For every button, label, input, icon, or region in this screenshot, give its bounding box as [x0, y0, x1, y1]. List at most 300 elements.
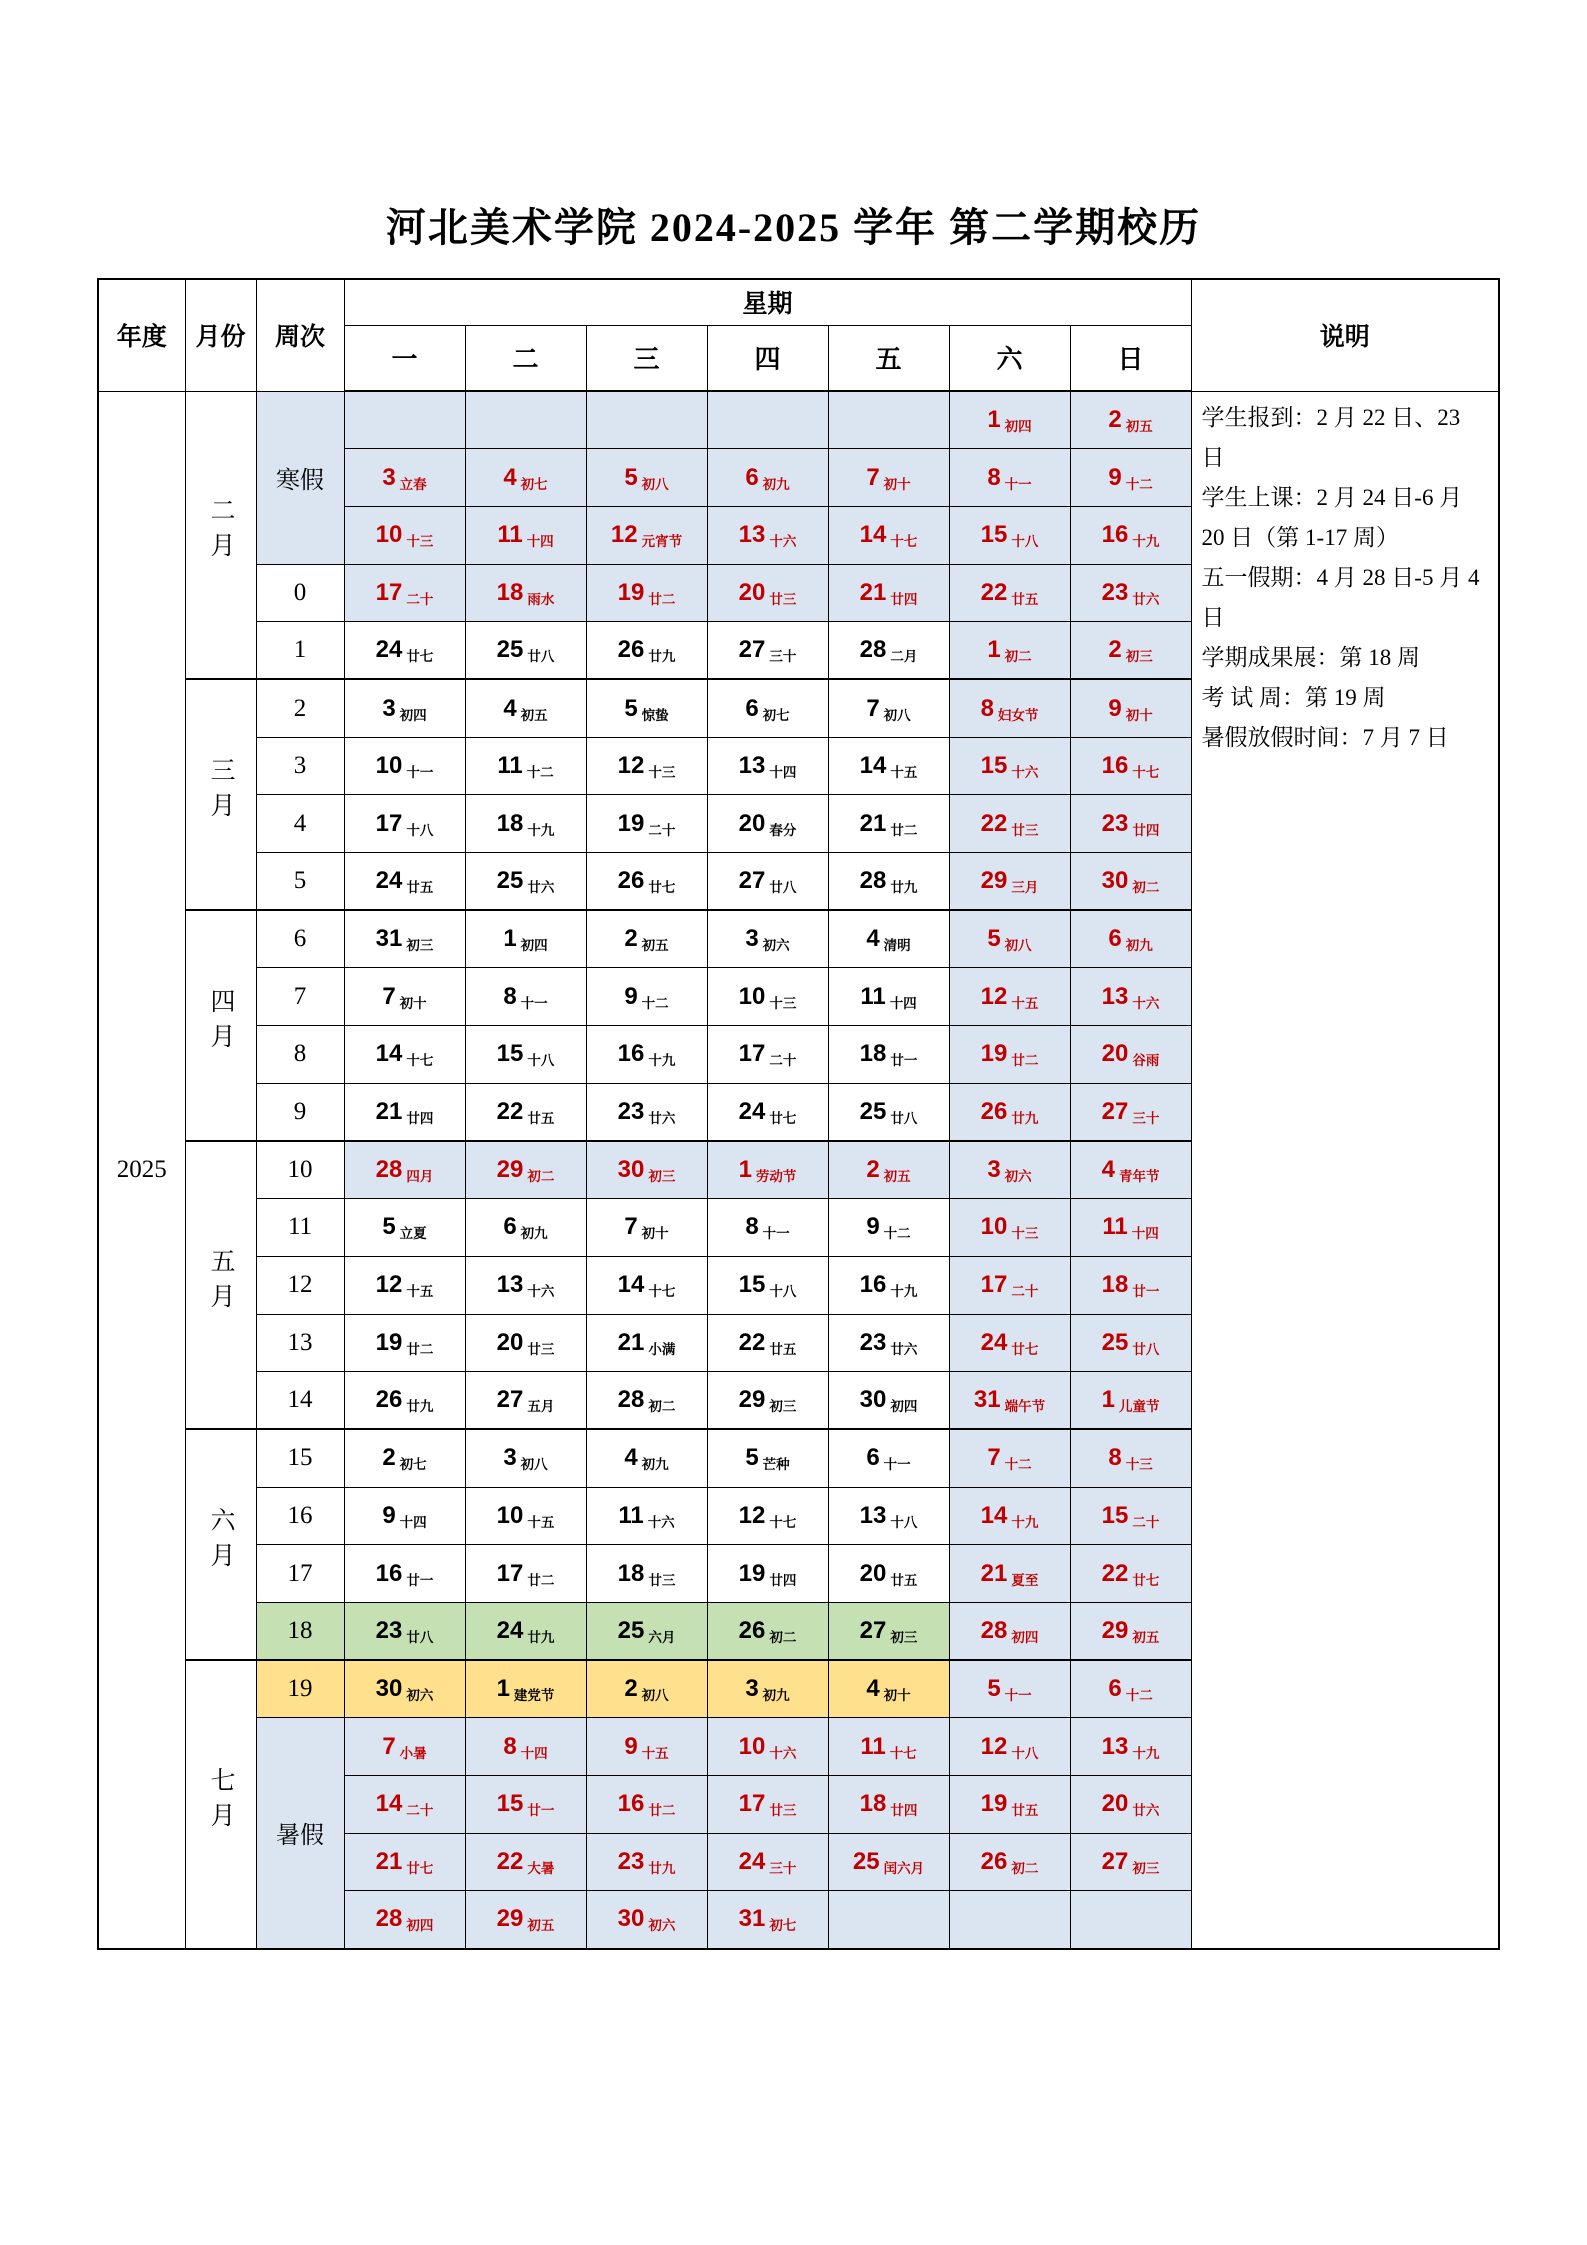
lunar-label: 廿七: [648, 880, 676, 896]
date-cell: [949, 449, 1070, 507]
date-number: 10: [738, 982, 766, 1010]
lunar-label: 廿一: [527, 1803, 555, 1819]
lunar-label: 初三: [648, 1169, 676, 1185]
date-number: 31: [973, 1386, 1001, 1414]
page-title: 河北美术学院 2024-2025 学年 第二学期校历: [385, 205, 1202, 250]
date-cell: [1070, 910, 1191, 968]
date-cell: [828, 449, 949, 507]
lunar-label: 十四: [399, 1514, 427, 1530]
date-number: 11: [618, 1501, 644, 1529]
lunar-label: 初十: [399, 995, 427, 1011]
lunar-label: 十一: [1004, 1688, 1032, 1704]
lunar-label: 十六: [647, 1514, 675, 1530]
month-label: 二月: [207, 497, 235, 568]
lunar-label: 初九: [641, 1457, 669, 1473]
lunar-label: 初五: [520, 707, 548, 723]
date-number: 13: [1101, 1732, 1129, 1760]
date-cell: [707, 1660, 828, 1718]
lunar-label: 廿六: [890, 1341, 918, 1357]
lunar-label: 十七: [648, 1284, 676, 1300]
date-number: 16: [375, 1559, 403, 1587]
note-line: 学生上课：2 月 24 日-6 月 20 日（第 1-17 周）: [1201, 484, 1463, 550]
date-cell: [344, 1833, 465, 1891]
date-cell: [828, 1199, 949, 1257]
date-cell: [707, 910, 828, 968]
date-number: 29: [496, 1905, 524, 1933]
date-cell: [1070, 968, 1191, 1026]
date-cell: [586, 1314, 707, 1372]
date-number: 6: [1108, 925, 1122, 953]
date-number: 6: [745, 694, 759, 722]
date-number: 26: [375, 1386, 403, 1414]
date-number: 27: [496, 1386, 524, 1414]
month-label: 三月: [207, 757, 235, 828]
date-cell: [344, 1256, 465, 1314]
date-cell: [828, 1833, 949, 1891]
date-number: 3: [382, 694, 396, 722]
lunar-label: 春分: [769, 822, 797, 838]
date-number: 24: [375, 867, 403, 895]
date-cell: [949, 679, 1070, 737]
date-number: 31: [375, 925, 403, 953]
date-cell: [707, 1487, 828, 1545]
date-number: 24: [496, 1617, 524, 1645]
date-cell: [586, 1256, 707, 1314]
week-number-cell: 19: [256, 1660, 344, 1718]
lunar-label: 十一: [1004, 476, 1032, 492]
lunar-label: 芒种: [762, 1457, 790, 1473]
lunar-label: 清明: [883, 938, 911, 954]
date-cell: [949, 391, 1070, 449]
date-number: 9: [624, 982, 638, 1010]
lunar-label: 廿七: [769, 1110, 797, 1126]
lunar-label: 十三: [1011, 1226, 1039, 1242]
lunar-label: 四月: [406, 1169, 434, 1185]
date-cell: [828, 1660, 949, 1718]
lunar-label: 儿童节: [1118, 1399, 1160, 1415]
date-number: 23: [375, 1617, 403, 1645]
date-cell: [707, 968, 828, 1026]
date-cell: [949, 1718, 1070, 1776]
date-cell: [949, 1429, 1070, 1487]
week-number-cell: 12: [256, 1256, 344, 1314]
date-cell: [1070, 1891, 1191, 1949]
lunar-label: 廿四: [890, 1803, 918, 1819]
lunar-label: 十六: [527, 1284, 555, 1300]
date-number: 24: [738, 1848, 766, 1876]
header-day-sat: 六: [949, 325, 1070, 391]
date-number: 22: [496, 1097, 524, 1125]
date-cell: [828, 795, 949, 853]
date-cell: [465, 506, 586, 564]
date-number: 27: [1101, 1848, 1129, 1876]
date-cell: [1070, 391, 1191, 449]
date-number: 2: [624, 1675, 638, 1703]
date-cell: [344, 968, 465, 1026]
month-cell: [185, 1660, 256, 1948]
date-cell: [344, 679, 465, 737]
date-cell: [344, 1487, 465, 1545]
lunar-label: 廿四: [890, 591, 918, 607]
lunar-label: 立夏: [399, 1226, 427, 1242]
date-number: 9: [866, 1213, 880, 1241]
lunar-label: 二月: [890, 649, 918, 665]
date-cell: [465, 1141, 586, 1199]
lunar-label: 劳动节: [755, 1169, 797, 1185]
date-cell: [828, 737, 949, 795]
date-cell: [465, 1429, 586, 1487]
lunar-label: 初三: [769, 1399, 797, 1415]
date-number: 6: [866, 1444, 880, 1472]
lunar-label: 初六: [648, 1918, 676, 1934]
date-number: 4: [1101, 1156, 1115, 1184]
lunar-label: 廿一: [1132, 1284, 1160, 1300]
lunar-label: 廿九: [648, 1861, 676, 1877]
note-line: 学期成果展：第 18 周: [1201, 644, 1421, 670]
date-number: 18: [859, 1040, 887, 1068]
week-number-cell: 17: [256, 1545, 344, 1603]
lunar-label: 廿三: [769, 591, 797, 607]
date-cell: [465, 737, 586, 795]
date-number: 9: [624, 1732, 638, 1760]
date-number: 23: [1101, 578, 1129, 606]
date-number: 19: [980, 1790, 1008, 1818]
date-number: 5: [745, 1444, 759, 1472]
date-cell: [586, 1487, 707, 1545]
lunar-label: 二十: [1132, 1514, 1160, 1530]
lunar-label: 廿九: [406, 1399, 434, 1415]
lunar-label: 初四: [399, 707, 427, 723]
date-number: 17: [738, 1040, 766, 1068]
date-number: 29: [980, 867, 1008, 895]
date-cell: [586, 1199, 707, 1257]
date-cell: [949, 795, 1070, 853]
note-line: 学生报到：2 月 22 日、23 日: [1201, 404, 1461, 470]
date-number: 7: [866, 463, 880, 491]
date-number: 24: [980, 1328, 1008, 1356]
lunar-label: 初九: [520, 1226, 548, 1242]
date-cell: [1070, 1833, 1191, 1891]
lunar-label: 二十: [406, 591, 434, 607]
date-number: 1: [987, 406, 1001, 434]
lunar-label: 廿九: [890, 880, 918, 896]
date-number: 27: [738, 867, 766, 895]
date-number: 21: [375, 1097, 403, 1125]
date-cell: [828, 910, 949, 968]
header-day-thu: 四: [707, 325, 828, 391]
header-notes: 说明: [1191, 279, 1499, 391]
date-cell: [828, 1314, 949, 1372]
date-number: 8: [503, 1732, 517, 1760]
date-cell: [344, 622, 465, 680]
date-cell: [586, 679, 707, 737]
date-cell: [586, 1026, 707, 1084]
date-cell: [465, 1199, 586, 1257]
date-number: 15: [738, 1271, 766, 1299]
date-number: 26: [980, 1097, 1008, 1125]
date-number: 1: [987, 636, 1001, 664]
date-cell: [949, 1660, 1070, 1718]
lunar-label: 十七: [406, 1053, 434, 1069]
lunar-label: 十二: [1004, 1457, 1032, 1473]
date-cell: [344, 1602, 465, 1660]
date-number: 25: [496, 636, 524, 664]
date-number: 17: [375, 578, 403, 606]
date-cell: [586, 1833, 707, 1891]
month-label: 七月: [207, 1766, 235, 1837]
lunar-label: 廿九: [648, 649, 676, 665]
date-number: 2: [866, 1156, 880, 1184]
lunar-label: 廿五: [769, 1341, 797, 1357]
date-number: 22: [496, 1848, 524, 1876]
date-cell: [707, 1083, 828, 1141]
lunar-label: 初十: [883, 1688, 911, 1704]
date-cell: [465, 1776, 586, 1834]
date-cell: [586, 391, 707, 449]
lunar-label: 初八: [641, 1688, 669, 1704]
month-cell: [185, 391, 256, 679]
lunar-label: 初二: [1132, 880, 1160, 896]
date-cell: [465, 1314, 586, 1372]
date-cell: [1070, 1776, 1191, 1834]
date-cell: [344, 1372, 465, 1430]
date-cell: [586, 1660, 707, 1718]
date-cell: [949, 968, 1070, 1026]
date-cell: [707, 1776, 828, 1834]
date-cell: [344, 853, 465, 911]
lunar-label: 十五: [406, 1284, 434, 1300]
date-cell: [707, 506, 828, 564]
date-number: 29: [496, 1156, 524, 1184]
date-cell: [707, 853, 828, 911]
date-number: 25: [1101, 1328, 1129, 1356]
date-cell: [828, 564, 949, 622]
date-number: 12: [375, 1271, 403, 1299]
date-number: 13: [738, 751, 766, 779]
date-cell: [828, 1891, 949, 1949]
lunar-label: 初二: [1004, 649, 1032, 665]
lunar-label: 十四: [1131, 1226, 1159, 1242]
date-cell: [949, 622, 1070, 680]
date-cell: [586, 910, 707, 968]
lunar-label: 十八: [890, 1514, 918, 1530]
date-number: 6: [745, 463, 759, 491]
date-number: 3: [745, 925, 759, 953]
date-number: 28: [375, 1905, 403, 1933]
calendar-body: [98, 391, 1499, 1949]
date-cell: [707, 1199, 828, 1257]
date-cell: [465, 968, 586, 1026]
lunar-label: 初四: [1004, 419, 1032, 435]
lunar-label: 十六: [1132, 995, 1160, 1011]
date-number: 7: [382, 1732, 396, 1760]
lunar-label: 十三: [648, 764, 676, 780]
date-number: 4: [624, 1444, 638, 1472]
lunar-label: 五月: [527, 1399, 555, 1415]
lunar-label: 初四: [1011, 1630, 1039, 1646]
lunar-label: 初十: [1125, 707, 1153, 723]
lunar-label: 初五: [1132, 1630, 1160, 1646]
date-number: 20: [1101, 1790, 1129, 1818]
week-number-cell: 16: [256, 1487, 344, 1545]
date-number: 14: [980, 1501, 1008, 1529]
header-day-mon: 一: [344, 325, 465, 391]
date-cell: [465, 679, 586, 737]
date-number: 23: [617, 1097, 645, 1125]
date-cell: [586, 622, 707, 680]
lunar-label: 初三: [890, 1630, 918, 1646]
date-cell: [344, 1314, 465, 1372]
week-number-cell: 5: [256, 853, 344, 911]
date-cell: [1070, 622, 1191, 680]
date-number: 12: [738, 1501, 766, 1529]
header-day-tue: 二: [465, 325, 586, 391]
date-number: 25: [617, 1617, 645, 1645]
date-cell: [344, 391, 465, 449]
lunar-label: 廿三: [648, 1572, 676, 1588]
year-cell: [98, 391, 185, 1949]
date-number: 14: [375, 1790, 403, 1818]
date-cell: [465, 910, 586, 968]
lunar-label: 立春: [399, 476, 427, 492]
lunar-label: 廿六: [1132, 591, 1160, 607]
lunar-label: 廿四: [1132, 822, 1160, 838]
date-cell: [586, 1776, 707, 1834]
date-number: 14: [859, 751, 887, 779]
lunar-label: 廿九: [527, 1630, 555, 1646]
date-number: 26: [617, 636, 645, 664]
date-number: 8: [980, 694, 994, 722]
date-number: 4: [503, 694, 517, 722]
lunar-label: 十三: [406, 534, 434, 550]
date-number: 10: [738, 1732, 766, 1760]
date-number: 7: [624, 1213, 638, 1241]
date-cell: [1070, 737, 1191, 795]
date-cell: [707, 1141, 828, 1199]
lunar-label: 大暑: [527, 1861, 555, 1877]
date-number: 26: [980, 1848, 1008, 1876]
notes-cell: [1191, 391, 1499, 1949]
date-number: 5: [624, 694, 638, 722]
calendar-header: [98, 279, 1499, 391]
date-number: 6: [503, 1213, 517, 1241]
date-cell: [465, 449, 586, 507]
date-number: 10: [375, 521, 403, 549]
lunar-label: 廿五: [1011, 591, 1039, 607]
week-number-cell: 11: [256, 1199, 344, 1257]
date-cell: [707, 1026, 828, 1084]
date-number: 4: [503, 463, 517, 491]
date-number: 6: [1108, 1675, 1122, 1703]
lunar-label: 元宵节: [641, 534, 683, 550]
lunar-label: 廿二: [527, 1572, 555, 1588]
date-number: 4: [866, 925, 880, 953]
date-number: 28: [859, 867, 887, 895]
date-number: 1: [503, 925, 517, 953]
date-cell: [828, 1545, 949, 1603]
month-label: 四月: [207, 988, 235, 1059]
lunar-label: 三十: [769, 649, 797, 665]
week-number-cell: 18: [256, 1602, 344, 1660]
lunar-label: 廿七: [406, 649, 434, 665]
date-number: 12: [610, 521, 638, 549]
lunar-label: 十九: [648, 1053, 676, 1069]
date-cell: [1070, 1660, 1191, 1718]
date-number: 25: [852, 1848, 880, 1876]
lunar-label: 廿二: [648, 1803, 676, 1819]
lunar-label: 初六: [406, 1688, 434, 1704]
date-cell: [707, 795, 828, 853]
date-number: 20: [738, 809, 766, 837]
lunar-label: 廿一: [890, 1053, 918, 1069]
date-cell: [465, 1372, 586, 1430]
date-cell: [707, 1314, 828, 1372]
date-number: 22: [980, 809, 1008, 837]
lunar-label: 初三: [1125, 649, 1153, 665]
date-number: 20: [859, 1559, 887, 1587]
date-number: 30: [1101, 867, 1129, 895]
date-number: 17: [738, 1790, 766, 1818]
date-cell: [949, 506, 1070, 564]
date-cell: [586, 1718, 707, 1776]
lunar-label: 初三: [406, 938, 434, 954]
date-cell: [1070, 1141, 1191, 1199]
lunar-label: 十九: [1132, 1745, 1160, 1761]
month-cell: [185, 1141, 256, 1429]
lunar-label: 廿四: [769, 1572, 797, 1588]
date-number: 3: [382, 463, 396, 491]
date-cell: [1070, 1602, 1191, 1660]
lunar-label: 初七: [762, 707, 790, 723]
lunar-label: 初五: [883, 1169, 911, 1185]
date-number: 20: [738, 578, 766, 606]
date-cell: [1070, 564, 1191, 622]
date-number: 8: [503, 982, 517, 1010]
lunar-label: 初八: [641, 476, 669, 492]
date-cell: [586, 737, 707, 795]
lunar-label: 二十: [1011, 1284, 1039, 1300]
date-cell: [707, 1256, 828, 1314]
lunar-label: 十八: [527, 1053, 555, 1069]
date-cell: [344, 449, 465, 507]
lunar-label: 惊蛰: [641, 707, 669, 723]
lunar-label: 十五: [890, 764, 918, 780]
lunar-label: 二十: [648, 822, 676, 838]
lunar-label: 二十: [406, 1803, 434, 1819]
date-cell: [1070, 1372, 1191, 1430]
lunar-label: 十八: [406, 822, 434, 838]
lunar-label: 十一: [762, 1226, 790, 1242]
lunar-label: 初十: [883, 476, 911, 492]
calendar-row: [98, 391, 1499, 449]
date-number: 13: [1101, 982, 1129, 1010]
date-cell: [465, 795, 586, 853]
date-number: 11: [860, 1732, 886, 1760]
date-number: 7: [382, 982, 396, 1010]
date-number: 21: [859, 578, 887, 606]
date-cell: [344, 1718, 465, 1776]
date-cell: [344, 1660, 465, 1718]
date-cell: [465, 1256, 586, 1314]
lunar-label: 十四: [520, 1745, 548, 1761]
date-number: 30: [859, 1386, 887, 1414]
lunar-label: 十一: [520, 995, 548, 1011]
date-cell: [1070, 853, 1191, 911]
month-cell: [185, 679, 256, 910]
date-cell: [465, 1718, 586, 1776]
year-value: 2025: [116, 1155, 167, 1183]
date-number: 20: [1101, 1040, 1129, 1068]
